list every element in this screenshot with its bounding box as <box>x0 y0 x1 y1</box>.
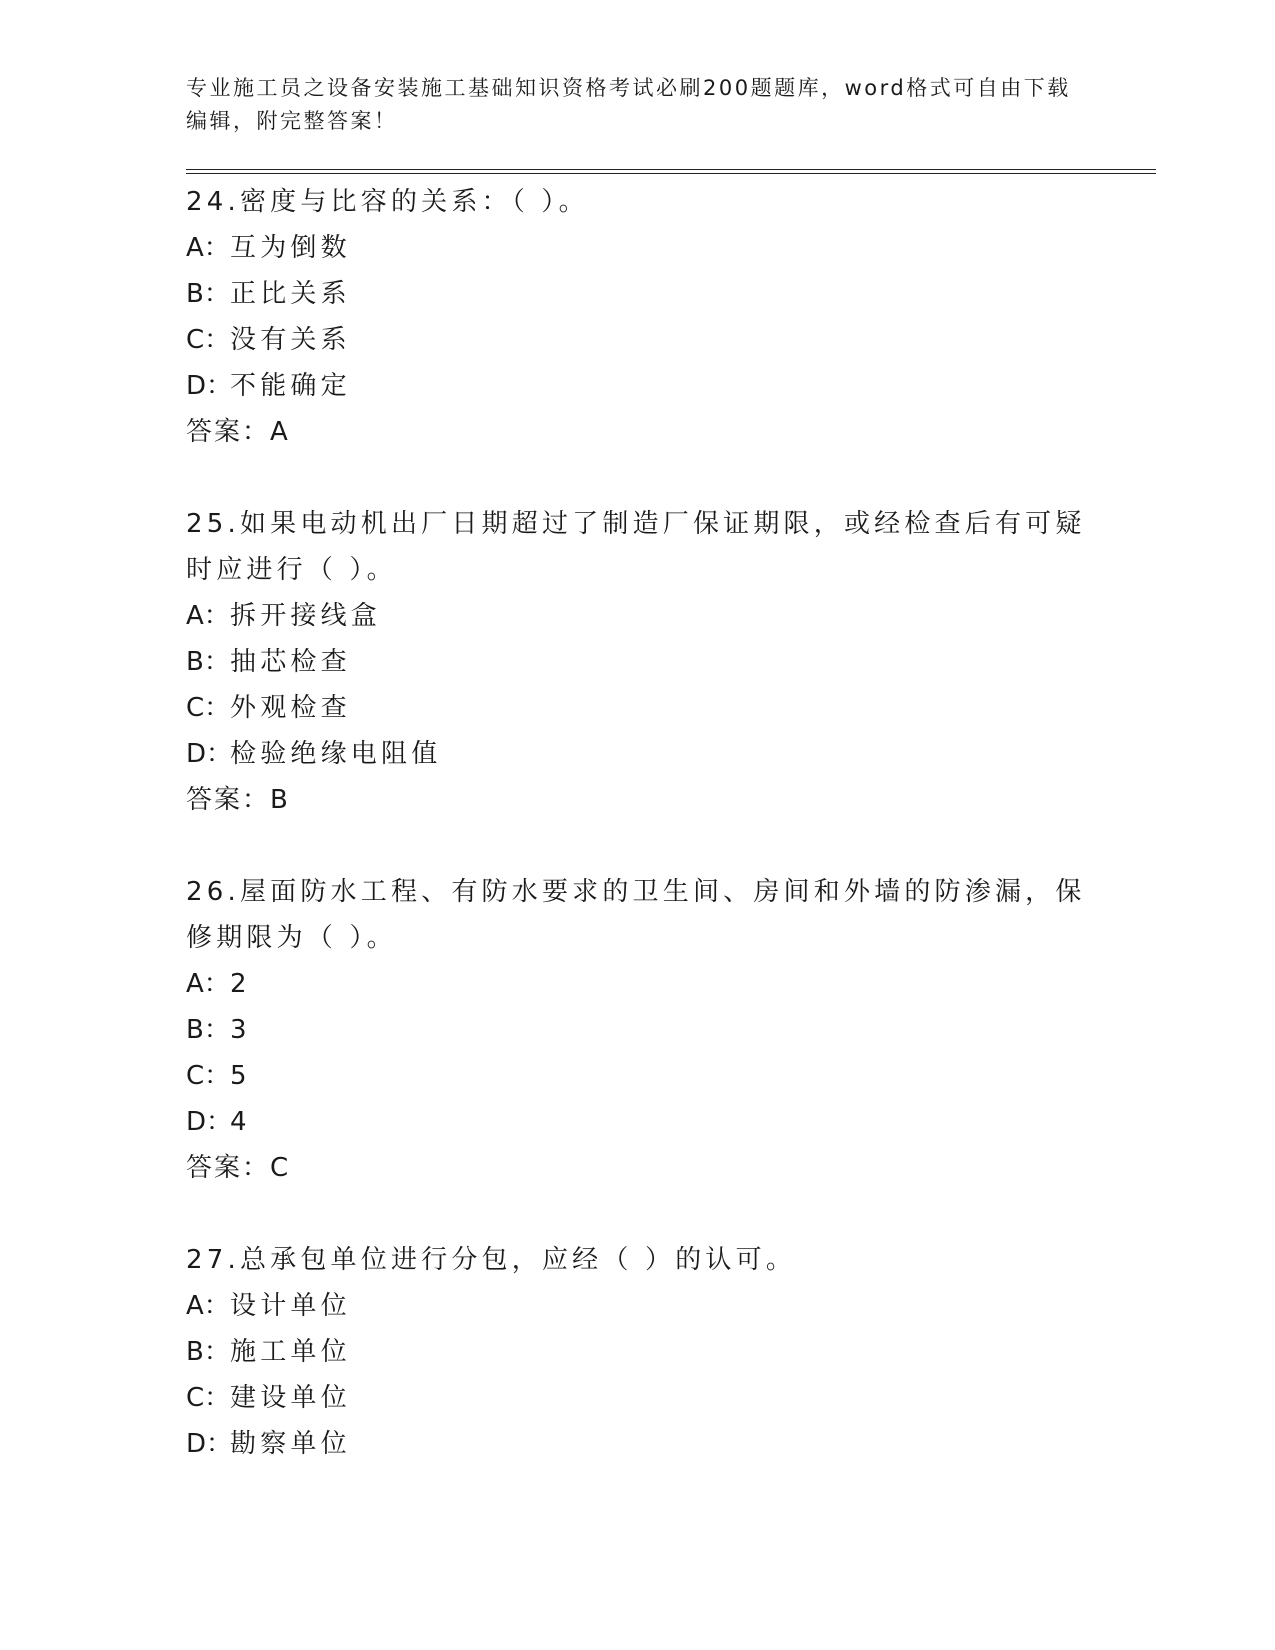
header-divider <box>186 169 1156 174</box>
question-text: 26.屋面防水工程、有防水要求的卫生间、房间和外墙的防渗漏，保修期限为（ ）。 <box>186 877 1086 953</box>
option-text: 施工单位 <box>230 1337 351 1367</box>
option-b <box>186 271 1156 317</box>
option-text: 设计单位 <box>230 1291 351 1321</box>
option-letter: B： <box>186 279 230 309</box>
document-page <box>186 72 1156 1467</box>
option-letter: A： <box>186 969 230 999</box>
divider-line-bottom <box>186 173 1156 174</box>
option-letter: D： <box>186 1429 233 1459</box>
option-letter: B： <box>186 647 230 677</box>
question-text: 24.密度与比容的关系：（ ）。 <box>186 187 589 217</box>
option-text: 外观检查 <box>230 693 351 723</box>
answer-line: 答案：C <box>186 1153 291 1183</box>
option-letter: A： <box>186 1291 230 1321</box>
option-d <box>186 1099 1156 1145</box>
option-text: 4 <box>230 1107 251 1137</box>
question-24 <box>186 179 1156 455</box>
option-a <box>186 1283 1156 1329</box>
option-c <box>186 1053 1156 1099</box>
option-d <box>186 731 1156 777</box>
document-header: 专业施工员之设备安装施工基础知识资格考试必刷200题题库，word格式可自由下载编辑，附完整答案！ <box>186 76 1071 133</box>
option-letter: C： <box>186 325 231 355</box>
option-letter: C： <box>186 693 231 723</box>
question-25 <box>186 501 1156 823</box>
option-text: 互为倒数 <box>230 233 351 263</box>
option-text: 拆开接线盒 <box>230 601 382 631</box>
option-text: 5 <box>230 1061 251 1091</box>
option-text: 3 <box>230 1015 251 1045</box>
question-27 <box>186 1237 1156 1467</box>
option-text: 抽芯检查 <box>230 647 351 677</box>
question-text: 25.如果电动机出厂日期超过了制造厂保证期限，或经检查后有可疑时应进行（ ）。 <box>186 509 1086 585</box>
option-c <box>186 685 1156 731</box>
option-b <box>186 1007 1156 1053</box>
option-text: 建设单位 <box>230 1383 351 1413</box>
option-letter: D： <box>186 739 233 769</box>
option-text: 勘察单位 <box>230 1429 351 1459</box>
option-a <box>186 593 1156 639</box>
option-text: 正比关系 <box>230 279 351 309</box>
option-letter: C： <box>186 1061 231 1091</box>
option-letter: D： <box>186 1107 233 1137</box>
option-d <box>186 363 1156 409</box>
option-text: 2 <box>230 969 251 999</box>
option-b <box>186 639 1156 685</box>
answer-line: 答案：A <box>186 417 290 447</box>
option-text: 没有关系 <box>230 325 351 355</box>
question-text: 27.总承包单位进行分包，应经（ ）的认可。 <box>186 1245 797 1275</box>
option-letter: A： <box>186 233 230 263</box>
divider-line-top <box>186 169 1156 170</box>
option-c <box>186 317 1156 363</box>
option-d <box>186 1421 1156 1467</box>
option-letter: B： <box>186 1015 230 1045</box>
option-letter: A： <box>186 601 230 631</box>
option-a <box>186 225 1156 271</box>
option-letter: D： <box>186 371 233 401</box>
question-spacer <box>186 455 1156 501</box>
question-26 <box>186 869 1156 1191</box>
option-text: 检验绝缘电阻值 <box>230 739 442 769</box>
question-spacer <box>186 1191 1156 1237</box>
option-letter: B： <box>186 1337 230 1367</box>
question-spacer <box>186 823 1156 869</box>
option-letter: C： <box>186 1383 231 1413</box>
option-a <box>186 961 1156 1007</box>
option-c <box>186 1375 1156 1421</box>
option-b <box>186 1329 1156 1375</box>
answer-line: 答案：B <box>186 785 290 815</box>
option-text: 不能确定 <box>230 371 351 401</box>
